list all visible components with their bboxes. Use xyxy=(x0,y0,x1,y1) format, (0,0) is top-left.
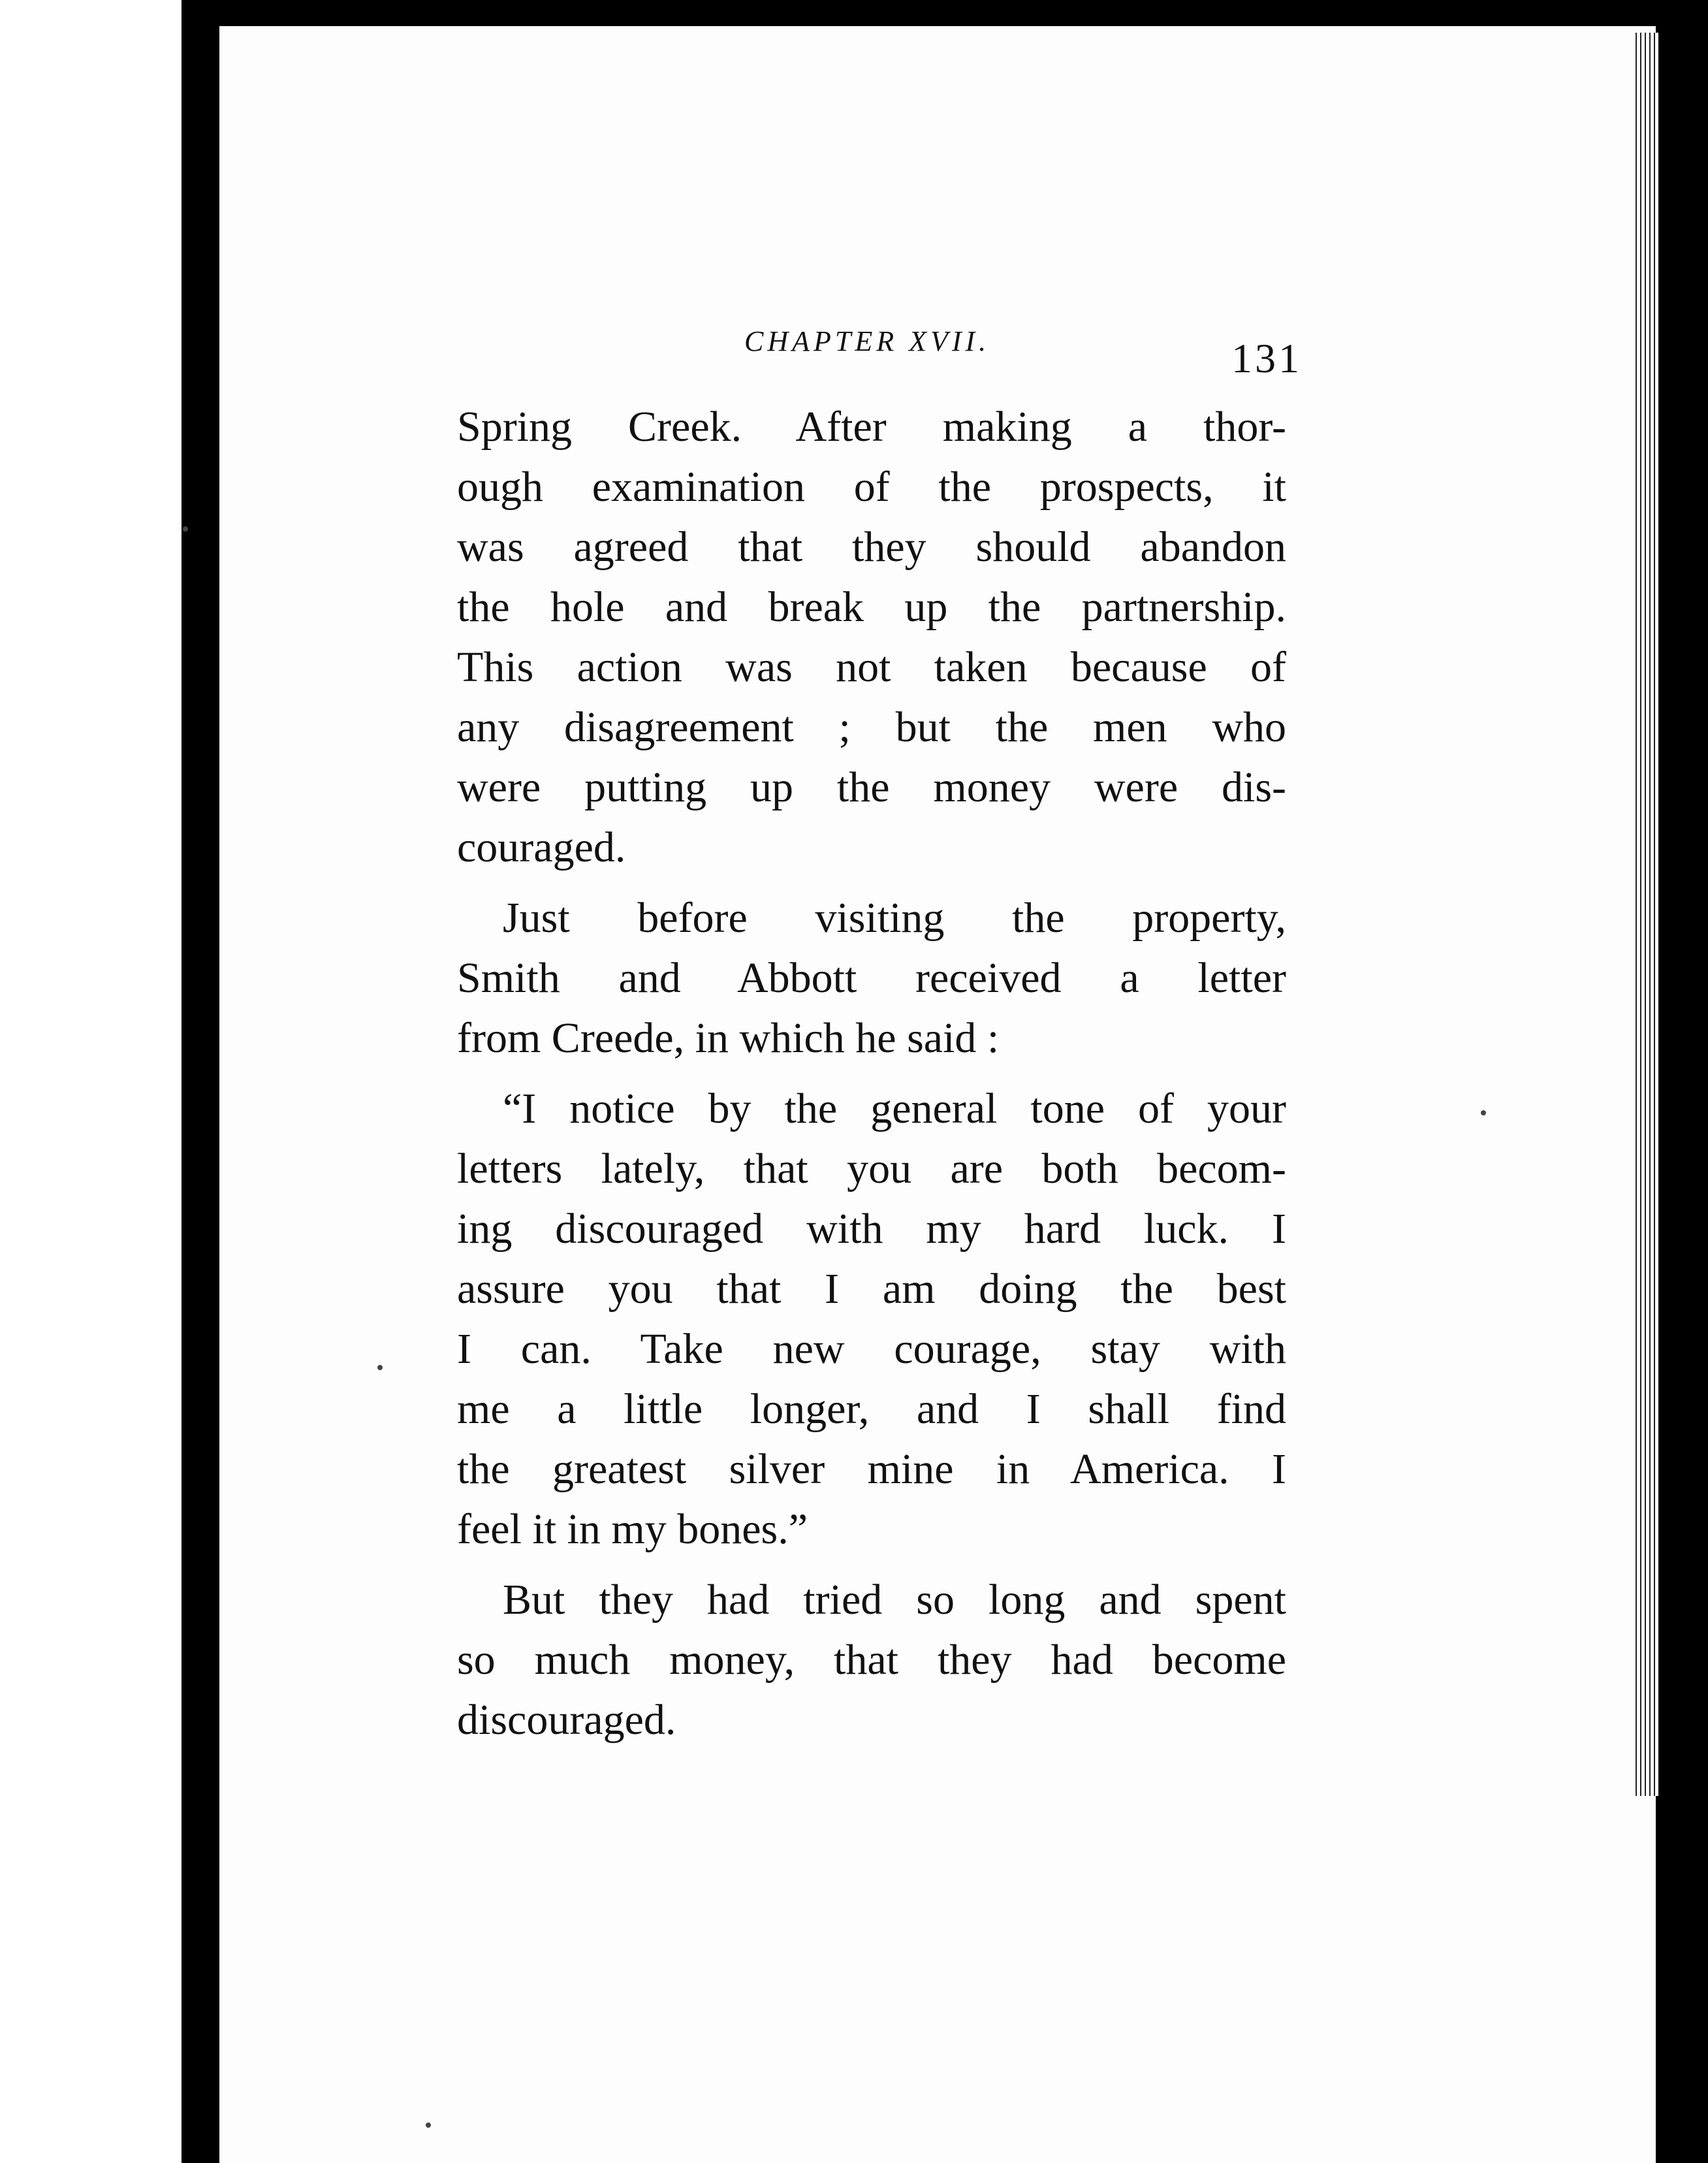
text-line: any disagreement ; but the men who xyxy=(457,703,1286,751)
text-line: so much money, that they had become xyxy=(457,1636,1286,1684)
text-line: were putting up the money were dis- xyxy=(457,763,1286,811)
text-line: letters lately, that you are both becom- xyxy=(457,1145,1286,1193)
text-line: discouraged. xyxy=(457,1696,676,1744)
text-line: “I notice by the general tone of your xyxy=(503,1085,1286,1132)
scan-speck xyxy=(1481,1110,1486,1115)
text-line: me a little longer, and I shall find xyxy=(457,1385,1286,1433)
page-fore-edge xyxy=(1632,33,1658,1796)
paragraph xyxy=(457,888,1286,1068)
paragraph xyxy=(457,1079,1286,1560)
text-line: This action was not taken because of xyxy=(457,643,1286,691)
text-line: from Creede, in which he said : xyxy=(457,1014,1000,1062)
text-line: couraged. xyxy=(457,824,626,871)
text-line: feel it in my bones.” xyxy=(457,1505,808,1553)
facing-page-edge xyxy=(0,0,182,2163)
scan-speck xyxy=(377,1365,383,1370)
binding-gutter xyxy=(205,26,219,2163)
text-line: Just before visiting the property, xyxy=(503,894,1286,942)
text-line: ing discouraged with my hard luck. I xyxy=(457,1205,1286,1253)
text-line: I can. Take new courage, stay with xyxy=(457,1325,1286,1373)
text-line: was agreed that they should abandon xyxy=(457,523,1286,571)
body-text xyxy=(457,397,1286,1761)
text-line: Spring Creek. After making a thor- xyxy=(457,403,1286,451)
text-line: Smith and Abbott received a letter xyxy=(457,954,1286,1002)
text-line: But they had tried so long and spent xyxy=(503,1576,1286,1624)
scan-speck xyxy=(183,526,188,532)
text-line: ough examination of the prospects, it xyxy=(457,463,1286,511)
scan-background-right xyxy=(1658,0,1708,2163)
text-line: the hole and break up the partnership. xyxy=(457,583,1286,631)
text-line: assure you that I am doing the best xyxy=(457,1265,1286,1313)
running-head: CHAPTER XVII. xyxy=(744,325,990,357)
paragraph xyxy=(457,1570,1286,1750)
page-number: 131 xyxy=(1231,335,1302,381)
text-line: the greatest silver mine in America. I xyxy=(457,1445,1286,1493)
paragraph xyxy=(457,397,1286,878)
scan-speck xyxy=(426,2123,431,2128)
